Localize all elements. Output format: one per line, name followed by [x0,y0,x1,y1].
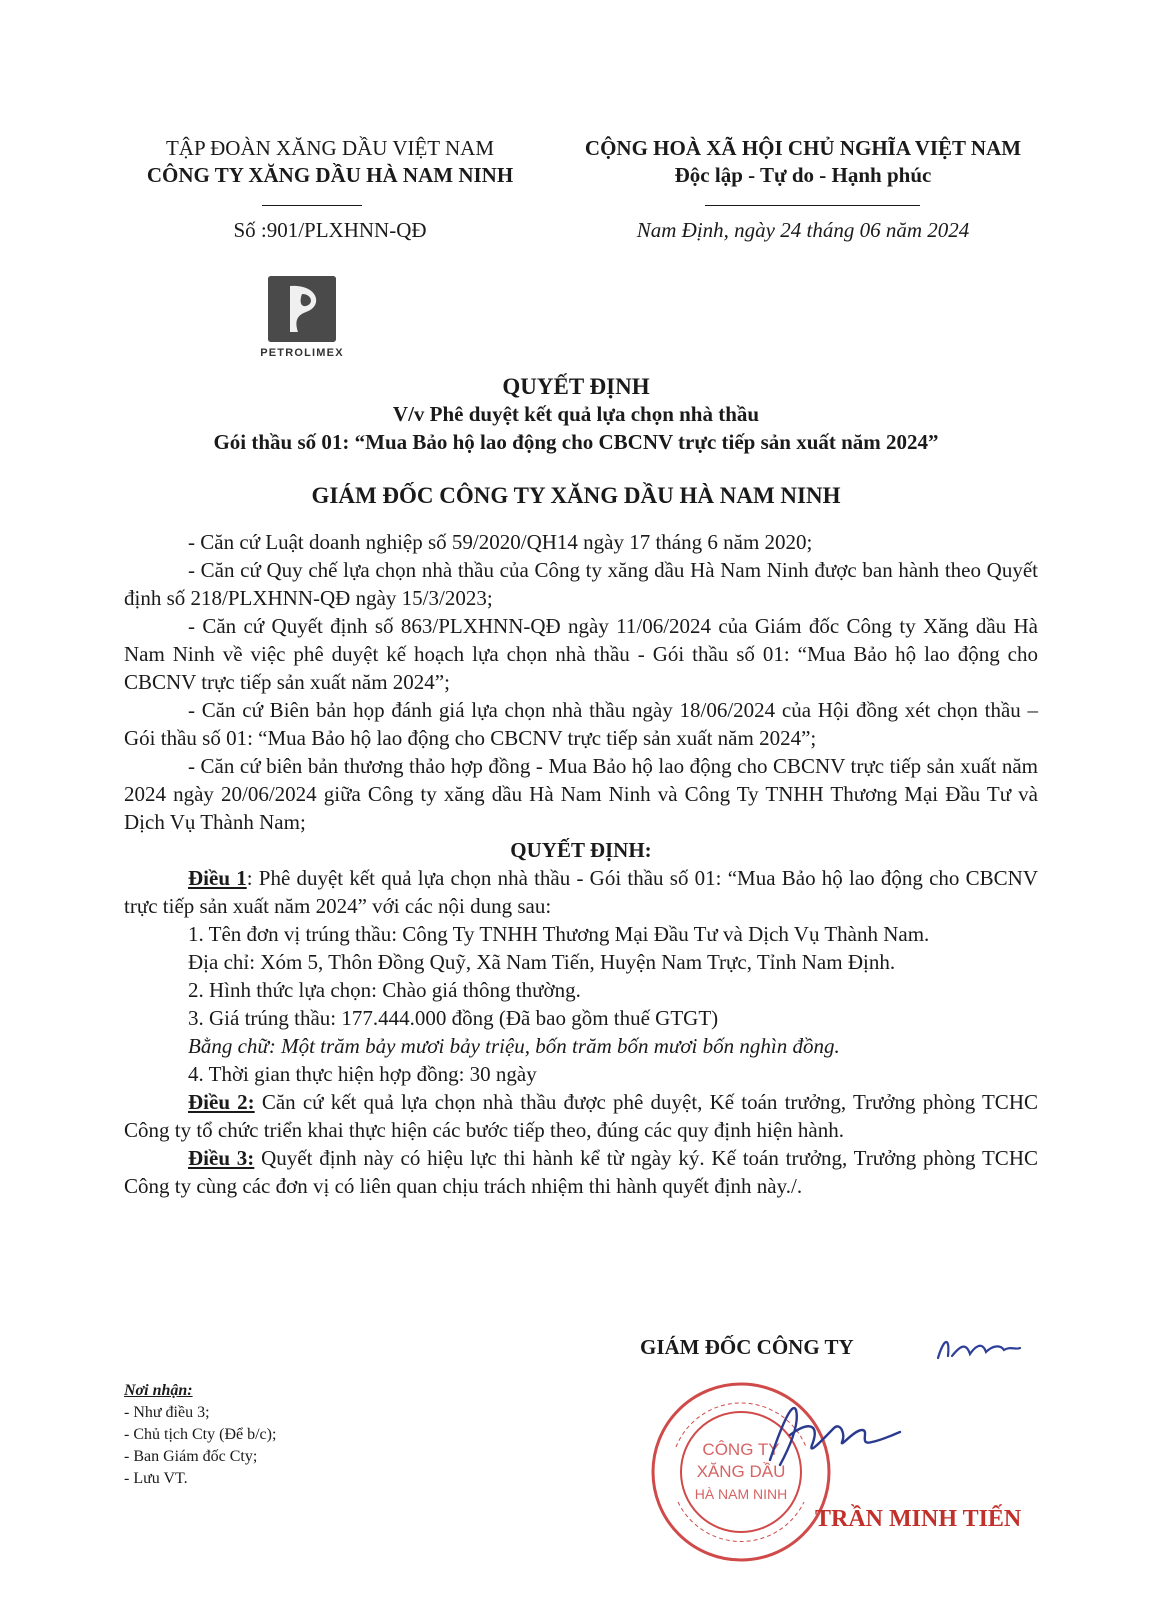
legal-basis-5: - Căn cứ biên bản thương thảo hợp đồng - Mua Bảo hộ lao động cho CBCNV trực tiếp sản xuất năm 2024 ngày 20/06/2024 giữa Công ty xăng dầu Hà Nam Ninh và Công Ty TNHH Thương Mại Đầu Tư và Dịch Vụ Thành Nam; [124,754,1038,834]
article-1-label: Điều 1 [188,866,247,890]
document-title: QUYẾT ĐỊNH [502,374,650,399]
svg-text:CÔNG TY: CÔNG TY [702,1440,780,1459]
recipient-item: - Chủ tịch Cty (Để b/c); [124,1426,277,1443]
recipient-item: - Ban Giám đốc Cty; [124,1448,258,1465]
svg-text:HÀ NAM NINH: HÀ NAM NINH [694,1486,788,1502]
country-name: CỘNG HOÀ XÃ HỘI CHỦ NGHĨA VIỆT NAM [584,136,1022,160]
winner-address: Địa chỉ: Xóm 5, Thôn Đồng Quỹ, Xã Nam Tiến, Huyện Nam Trực, Tỉnh Nam Định. [188,950,896,974]
document-body [124,528,1038,1200]
article-3-text: Quyết định này có hiệu lực thi hành kể từ ngày ký. Kế toán trưởng, Trưởng phòng TCHC Công ty cùng các đơn vị có liên quan chịu trách nhiệm thi hành quyết định này./. [124,1146,1038,1198]
legal-basis-1: - Căn cứ Luật doanh nghiệp số 59/2020/QH14 ngày 17 tháng 6 năm 2020; [188,530,813,554]
article-3-label: Điều 3: [188,1146,255,1170]
article-1-text: : Phê duyệt kết quả lựa chọn nhà thầu - Gói thầu số 01: “Mua Bảo hộ lao động cho CBCNV trực tiếp sản xuất năm 2024” với các nội dung sau: [124,866,1038,918]
document-subject: V/v Phê duyệt kết quả lựa chọn nhà thầu [392,402,760,426]
price-in-words: Bằng chữ: Một trăm bảy mươi bảy triệu, bốn trăm bốn mươi bốn nghìn đồng. [188,1034,840,1058]
national-motto: Độc lập - Tự do - Hạnh phúc [674,163,932,187]
article-1 [124,864,1038,920]
logo-wordmark: PETROLIMEX [260,347,344,359]
article-2-label: Điều 2: [188,1090,255,1114]
header-divider-left [262,205,362,206]
legal-basis-2: - Căn cứ Quy chế lựa chọn nhà thầu của Công ty xăng dầu Hà Nam Ninh được ban hành theo Quyết định số 218/PLXHNN-QĐ ngày 15/3/2023; [124,558,1038,610]
recipients-title: Nơi nhận: [124,1382,193,1399]
signer-name: TRẦN MINH TIẾN [815,1506,1022,1532]
signer-title: GIÁM ĐỐC CÔNG TY [640,1335,854,1359]
article-3 [124,1144,1038,1200]
issuing-company: CÔNG TY XĂNG DẦU HÀ NAM NINH [146,163,514,187]
article-2 [124,1088,1038,1144]
issuing-authority: GIÁM ĐỐC CÔNG TY XĂNG DẦU HÀ NAM NINH [311,483,841,508]
svg-text:XĂNG DẦU: XĂNG DẦU [696,1462,786,1481]
article-1-item-2: 2. Hình thức lựa chọn: Chào giá thông thường. [188,978,581,1002]
director-signature [750,1390,910,1470]
petrolimex-logo-icon [268,276,336,342]
recipient-item: - Như điều 3; [124,1404,210,1421]
decision-heading: QUYẾT ĐỊNH: [510,838,652,862]
legal-basis-3: - Căn cứ Quyết định số 863/PLXHNN-QĐ ngày 11/06/2024 của Giám đốc Công ty Xăng dầu Hà Nam Ninh về việc phê duyệt kế hoạch lựa chọn nhà thầu - Gói thầu số 01: “Mua Bảo hộ lao động cho CBCNV trực tiếp sản xuất năm 2024”; [124,614,1038,694]
parent-organization: TẬP ĐOÀN XĂNG DẦU VIỆT NAM [165,136,495,160]
recipient-item: - Lưu VT. [124,1470,188,1487]
article-1-item-3: 3. Giá trúng thầu: 177.444.000 đồng (Đã bao gồm thuế GTGT) [188,1006,719,1030]
header-divider-right [705,205,920,206]
issuer-block [110,135,550,189]
initials-signature [930,1328,1025,1368]
article-1-item-1: 1. Tên đơn vị trúng thầu: Công Ty TNHH Thương Mại Đầu Tư và Dịch Vụ Thành Nam. [188,922,930,946]
article-1-item-4: 4. Thời gian thực hiện hợp đồng: 30 ngày [188,1062,537,1086]
legal-basis-4: - Căn cứ Biên bản họp đánh giá lựa chọn nhà thầu ngày 18/06/2024 của Hội đồng xét chọn thầu – Gói thầu số 01: “Mua Bảo hộ lao động cho CBCNV trực tiếp sản xuất năm 2024”; [124,698,1038,750]
bid-package-title: Gói thầu số 01: “Mua Bảo hộ lao động cho CBCNV trực tiếp sản xuất năm 2024” [213,430,939,454]
recipients-block [124,1380,424,1490]
place-and-date: Nam Định, ngày 24 tháng 06 năm 2024 [636,218,970,242]
national-title-block [548,135,1058,189]
article-2-text: Căn cứ kết quả lựa chọn nhà thầu được phê duyệt, Kế toán trưởng, Trưởng phòng TCHC Công ty tổ chức triển khai thực hiện các bước tiếp theo, đúng các quy định hiện hành. [124,1090,1038,1142]
document-number: Số :901/PLXHNN-QĐ [233,218,427,242]
